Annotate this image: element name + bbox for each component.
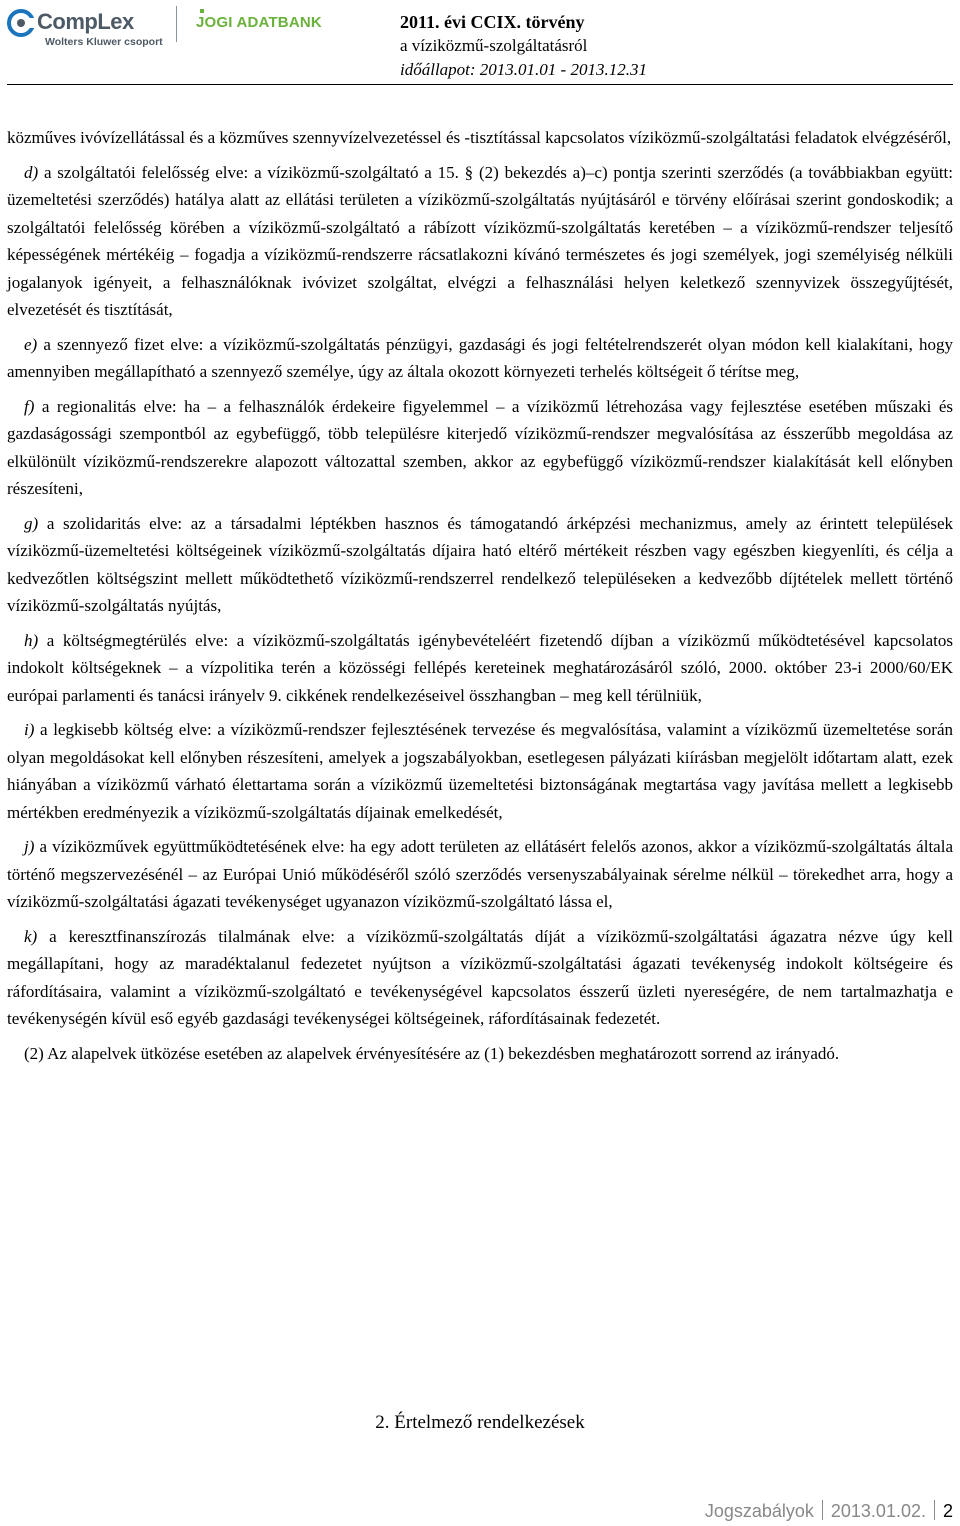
law-title: 2011. évi CCIX. törvény: [400, 12, 585, 32]
paragraph-text: a víziközművek együttműködtetésének elve: ha egy adott területen az ellátásért felelős azonos, akkor a víziközmű-szolgáltatás általa történő megszervezésénél – az Európai Unió működéséről szóló szerződés versenyszabályainak sérelme nélkül – törekedhet arra, hogy a víziközmű-szolgáltatási ágazati tevékenységet ugyanazon víziközmű-szolgáltató lássa el,: [7, 837, 953, 911]
section-heading: 2. Értelmező rendelkezések: [375, 1412, 585, 1433]
footer-date: 2013.01.02.: [830, 1501, 926, 1521]
paragraph-letter: k): [24, 926, 38, 946]
footer-label: Jogszabályok: [704, 1501, 814, 1521]
paragraph-k: [7, 923, 953, 1033]
jogi-adatbank-logo: [194, 8, 334, 44]
page-header: [0, 0, 960, 84]
footer-separator: [822, 1500, 823, 1520]
paragraph-g: [7, 510, 953, 620]
paragraph-text: (2) Az alapelvek ütközése esetében az alapelvek érvényesítésére az (1) bekezdésben meghatározott sorrend az irányadó.: [24, 1043, 840, 1063]
logo-divider: [176, 6, 177, 42]
paragraph-letter: g): [24, 513, 39, 533]
paragraph-h: [7, 627, 953, 710]
paragraph-continuation: [7, 124, 953, 152]
law-subject: a víziközmű-szolgáltatásról: [400, 36, 588, 55]
page-number: 2: [942, 1501, 953, 1521]
paragraph-letter: d): [24, 162, 39, 182]
header-rule: [7, 84, 953, 85]
paragraph-letter: i): [24, 720, 35, 739]
paragraph-i: [7, 716, 953, 826]
document-info: [400, 10, 647, 82]
jogi-logo-name: JOGI ADATBANK: [196, 14, 322, 31]
paragraph-text: közműves ivóvízellátással és a közműves szennyvízelvezetéssel és -tisztítással kapcsolatos víziközmű-szolgáltatási feladatok elvégzéséről,: [7, 128, 952, 147]
paragraph-text: a regionalitás elve: ha – a felhasználók érdekeire figyelemmel – a víziközmű létrehozása vagy fejlesztése esetében műszaki és gazdaságossági szempontból az egybefüggő, több településre kiterjedő víziközmű-rendszer megvalósítása az ésszerűbb megoldása az elkülönült víziközmű-rendszerekre alapozott változattal szemben, akkor az egybefüggő víziközmű-rendszer kialakítását kell előnyben részesíteni,: [7, 396, 953, 498]
paragraph-text: a szolgáltatói felelősség elve: a víziközmű-szolgáltató a 15. § (2) bekezdés a)–c) pontja szerinti szerződés (a továbbiakban együtt: üzemeltetési szerződés) hatálya alatt az ellátási területen a víziközmű-szolgáltatás nyújtásáról e törvény előírásai szerint gondoskodik; a szolgáltatói felelősség körében a víziközmű-szolgáltató a rábízott víziközmű-szolgáltatás keretében – a víziközmű-rendszer teljesítő képességének mértékéig – fogadja a víziközmű-rendszerre rácsatlakozni kívánó természetes és jogi személyek, jogi személyiség nélküli jogalanyok igényeit, a felhasználóknak ivóvizet szolgáltat, elvégzi a felhasználási helyen keletkező szennyvizek összegyűjtését, elvezetését és tisztítását,: [7, 162, 953, 319]
paragraph-text: a szolidaritás elve: az a társadalmi léptékben hasznos és támogatandó árképzési mechanizmus, amely az érintett települések víziközmű-üzemeltetési költségeinek víziközmű-szolgáltatás díjaira ható eltérő mértékeit részben vagy egészben kiegyenlíti, és célja a kedvezőtlen költségszint mellett működtethető víziközmű-rendszerrel rendelkező településeken a kedvezőbb díjtételek mellett történő víziközmű-szolgáltatás nyújtás,: [7, 513, 953, 615]
page-footer: [705, 1500, 953, 1522]
paragraph-text: a keresztfinanszírozás tilalmának elve: a víziközmű-szolgáltatás díját a víziközmű-szolgáltatási ágazatra nézve úgy kell megállapítani, hogy az maradéktalanul fedezetet nyújtson a víziközmű-szolgáltatási ágazati tevékenység indokolt költségeire és ráfordításaira, valamint a víziközmű-szolgáltató e tevékenységével kapcsolatos ésszerű üzleti nyereségére, de nem tartalmazhatja e tevékenységén kívül eső egyéb gazdasági tevékenységei költségeinek, ráfordításainak fedezetét.: [7, 926, 953, 1028]
complex-logo-subtitle: Wolters Kluwer csoport: [45, 36, 163, 48]
paragraph-text: a legkisebb költség elve: a víziközmű-rendszer fejlesztésének tervezése és megvalósítása, valamint a víziközmű üzemeltetése során olyan megoldásokat kell előnyben részesíteni, amelyek a jogszabályokban, esetlegesen pályázati kiírásban megjelölt időtartam alatt, ezek hiányában a víziközmű várható élettartama során a víziközmű üzemeltetési biztonságának megtartása vagy javítása mellett a legkisebb mértékben eredményezik a víziközmű-szolgáltatás díjainak emelkedését,: [7, 720, 953, 822]
paragraph-2: [7, 1040, 953, 1068]
complex-logo: [7, 6, 167, 50]
validity-range: időállapot: 2013.01.01 - 2013.12.31: [400, 60, 647, 79]
paragraph-j: [7, 833, 953, 916]
paragraph-letter: h): [24, 630, 39, 650]
footer-separator: [934, 1500, 935, 1520]
paragraph-f: [7, 393, 953, 503]
paragraph-e: [7, 331, 953, 386]
document-body: [7, 124, 953, 1074]
paragraph-text: a költségmegtérülés elve: a víziközmű-szolgáltatás igénybevételéért fizetendő díjban a víziközmű működtetésével kapcsolatos indokolt költségeknek – a vízpolitika terén a közösségi fellépés kereteinek meghatározásáról szóló, 2000. október 23-i 2000/60/EK európai parlamenti és tanácsi irányelv 9. cikkének rendelkezéseivel összhangban – meg kell térülniük,: [7, 630, 953, 705]
paragraph-letter: f): [24, 396, 35, 416]
paragraph-d: [7, 159, 953, 324]
paragraph-text: a szennyező fizet elve: a víziközmű-szolgáltatás pénzügyi, gazdasági és jogi feltételrendszerét olyan módon kell kialakítani, hogy amennyiben megállapítható a szennyező személye, úgy az általa okozott környezeti terhelés költségeit ő térítse meg,: [7, 334, 953, 381]
complex-logo-icon: [7, 8, 37, 38]
complex-logo-name: CompLex: [37, 9, 134, 34]
paragraph-letter: j): [24, 837, 35, 856]
paragraph-letter: e): [24, 334, 38, 354]
